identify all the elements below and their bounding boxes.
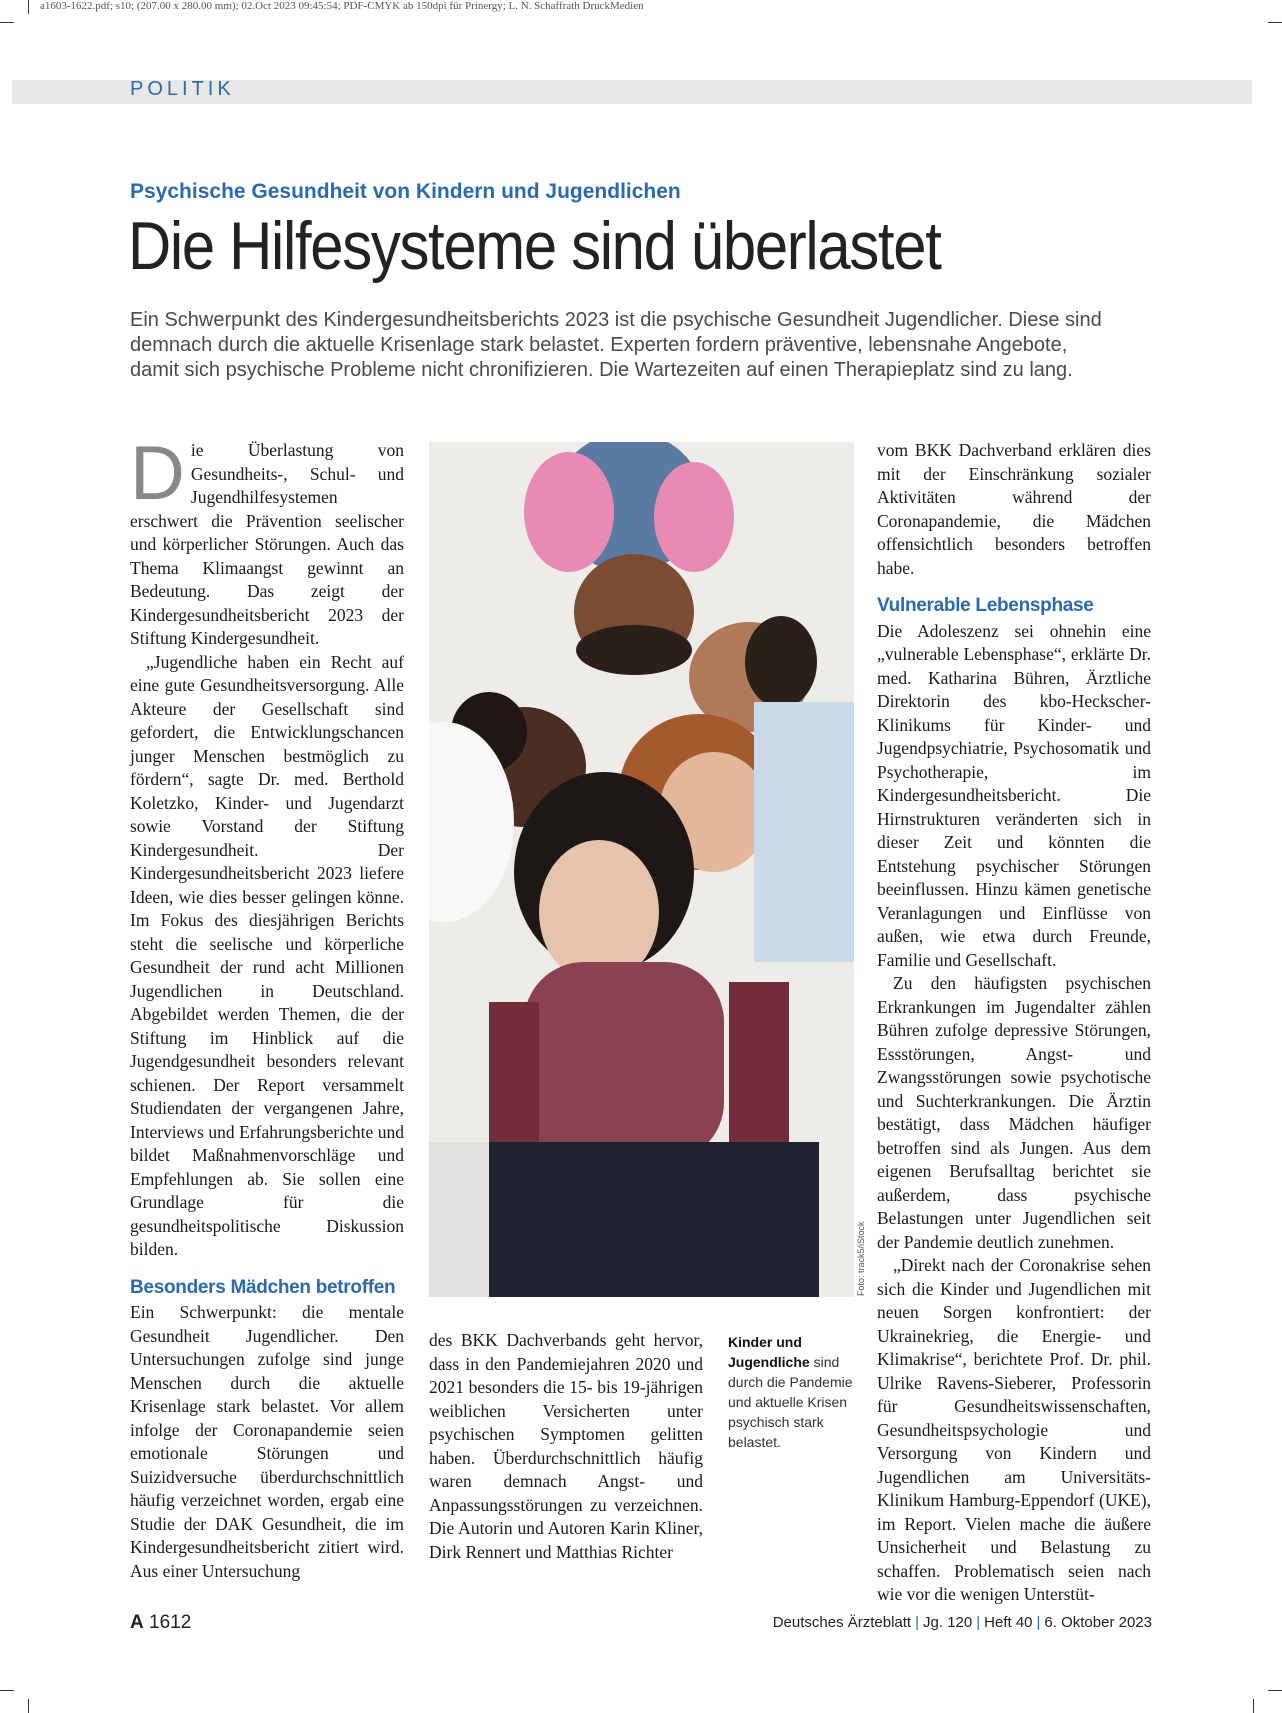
article-photo [429,442,854,1297]
text-column-2 [429,1329,703,1564]
caption-text: sind durch die Pandemie und aktuelle Krisen psychisch stark belastet. [728,1354,853,1450]
lead-line: Ein Schwerpunkt des Kindergesundheitsberichts 2023 ist die psychische Gesundheit Jugendlicher. Diese sind [130,309,1102,331]
photo-credit: Foto: track5/iStock [856,1221,866,1296]
article-kicker: Psychische Gesundheit von Kindern und Jugendlichen [130,180,681,203]
print-metadata-line: a1603-1622.pdf; s10; (207.00 x 280.00 mm); 02.Oct 2023 09:45:54; PDF-CMYK ab 150dpi für Prinergy; L. N. Schaffrath DruckMedien [40,0,644,12]
subheading: Vulnerable Lebensphase [877,595,1094,616]
crop-mark [1268,22,1282,23]
subheading: Besonders Mädchen betroffen [130,1276,396,1298]
issue: Heft 40 [984,1614,1033,1631]
article-lead [130,308,1120,383]
article-headline: Die Hilfesysteme sind überlastet [128,208,941,284]
crop-mark [28,0,29,14]
crop-mark [1268,1690,1282,1691]
separator: | [1036,1614,1041,1631]
separator: | [915,1614,920,1631]
crop-mark [1253,1699,1254,1713]
crop-mark [0,1690,14,1691]
drop-cap: D [130,431,185,516]
text-column-3 [877,439,1151,1607]
page-prefix: A [130,1612,144,1633]
crop-mark [0,22,14,23]
paragraph: Ein Schwerpunkt: die mentale Gesundheit Jugendlicher. Den Untersuchungen zufolge sind junge Menschen durch die aktuelle Krisenlage stark belastet. Vor allem infolge der Coronapandemie seien emotionale Störungen und Suizidversuche überdurchschnittlich häufig verzeichnet worden, ergab eine Studie der DAK Gesundheit, die im Kindergesundheitsbericht zitiert wird. Aus einer Untersuchung [130,1302,404,1581]
paragraph: Die Adoleszenz sei ohnehin eine „vulnerable Lebensphase“, erklärte Dr. med. Katharina Bühren, Ärztliche Direktorin des kbo-Heckscher-Klinikums für Kinder- und Jugendpsychiatrie, Psychosomatik und Psychotherapie, im Kindergesundheitsbericht. Die Hirnstrukturen veränderten sich in dieser Zeit und könnten die Entstehung psychischer Störungen beeinflussen. Hinzu kämen genetische Veranlagungen und Einflüsse von außen, wie etwa durch Freunde, Familie und Gesellschaft. [877,620,1151,970]
paragraph: Zu den häufigsten psychischen Erkrankungen im Jugendalter zählen Bühren zufolge depressive Störungen, Essstörungen, Angst- und Zwangsstörungen sowie psychotische und Suchterkrankungen. Die Ärztin bestätigt, dass Mädchen häufiger betroffen sind als Jungen. Aus dem eigenen Berufsalltag berichtet sie außerdem, dass psychische Belastungen unter Jugendlichen seit der Pandemie deutlich zunehmen. [877,973,1151,1252]
paragraph: „Jugendliche haben ein Recht auf eine gute Gesundheitsversorgung. Alle Akteure der Gesellschaft sind gefordert, die Entwicklungschancen junger Menschen bestmöglich zu fördern“, sagte Dr. med. Berthold Koletzko, Kinder- und Jugendarzt sowie Vorstand der Stiftung Kindergesundheit. Der Kindergesundheitsbericht 2023 liefere Ideen, wie dies besser gelingen könne. Im Fokus des diesjährigen Berichts steht die seelische und körperliche Gesundheit der rund acht Millionen Jugendlichen in Deutschland. Abgebildet werden Themen, die der Stiftung im Hinblick auf die Jugendgesundheit besonders relevant schienen. Der Report versammelt Studiendaten der vergangenen Jahre, Interviews und Erfahrungsberichte und bildet Maßnahmenvorschläge und Empfehlungen ab. Sie sollen eine Grundlage für die gesundheitspolitische Diskussion bilden. [130,651,404,1259]
paragraph: vom BKK Dachverband erklären dies mit der Einschränkung sozialer Aktivitäten während der Coronapandemie, die Mädchen offensichtlich besonders betroffen habe. [877,440,1151,578]
caption-bold: Kinder und Jugendliche [728,1334,810,1370]
publication-footer [773,1614,1152,1631]
separator: | [976,1614,981,1631]
volume: Jg. 120 [923,1614,973,1631]
section-label: POLITIK [130,78,235,100]
paragraph: des BKK Dachverbands geht hervor, dass in den Pandemiejahren 2020 und 2021 besonders die 15- bis 19-jährigen weiblichen Versicherten unter psychischen Symptomen gelitten haben. Überdurchschnittlich häufig waren demnach Angst- und Anpassungsstörungen zu verzeichnen. Die Autorin und Autoren Karin Kliner, Dirk Rennert und Matthias Richter [429,1330,703,1562]
paragraph [130,431,404,651]
crop-mark [28,1699,29,1713]
lead-line: demnach durch die aktuelle Krisenlage stark belastet. Experten fordern präventive, lebensnahe Angebote, [130,334,1068,356]
teenagers-photo-illustration [429,442,854,1297]
page-number [130,1612,191,1634]
text-column-1 [130,431,404,1583]
page-number-value: 1612 [143,1612,192,1633]
paragraph: „Direkt nach der Coronakrise sehen sich die Kinder und Jugendlichen mit neuen Sorgen konfrontiert: der Ukrainekrieg, die Energie- und Klimakrise“, berichtete Prof. Dr. phil. Ulrike Ravens-Sieberer, Professorin für Gesundheitswissenschaften, Gesundheitspsychologie und Versorgung von Kindern und Jugendlichen am Universitäts-Klinikum Hamburg-Eppendorf (UKE), im Report. Vielen mache die äußere Unsicherheit und Belastung zu schaffen. Problematisch seien nach wie vor die wenigen Unterstüt- [877,1255,1151,1604]
lead-line: damit sich psychische Probleme nicht chronifizieren. Die Wartezeiten auf einen Therapieplatz sind zu lang. [130,359,1073,381]
issue-date: 6. Oktober 2023 [1044,1614,1152,1631]
paragraph-text: ie Überlastung von Gesundheits-, Schul- und Jugendhilfesystemen erschwert die Prävention seelischer und körperlicher Störungen. Auch das Thema Klimaangst gewinnt an Bedeutung. Das zeigt der Kindergesundheitsbericht 2023 der Stiftung Kindergesundheit. [130,440,404,648]
journal-name: Deutsches Ärzteblatt [772,1614,912,1631]
photo-caption [728,1332,858,1452]
